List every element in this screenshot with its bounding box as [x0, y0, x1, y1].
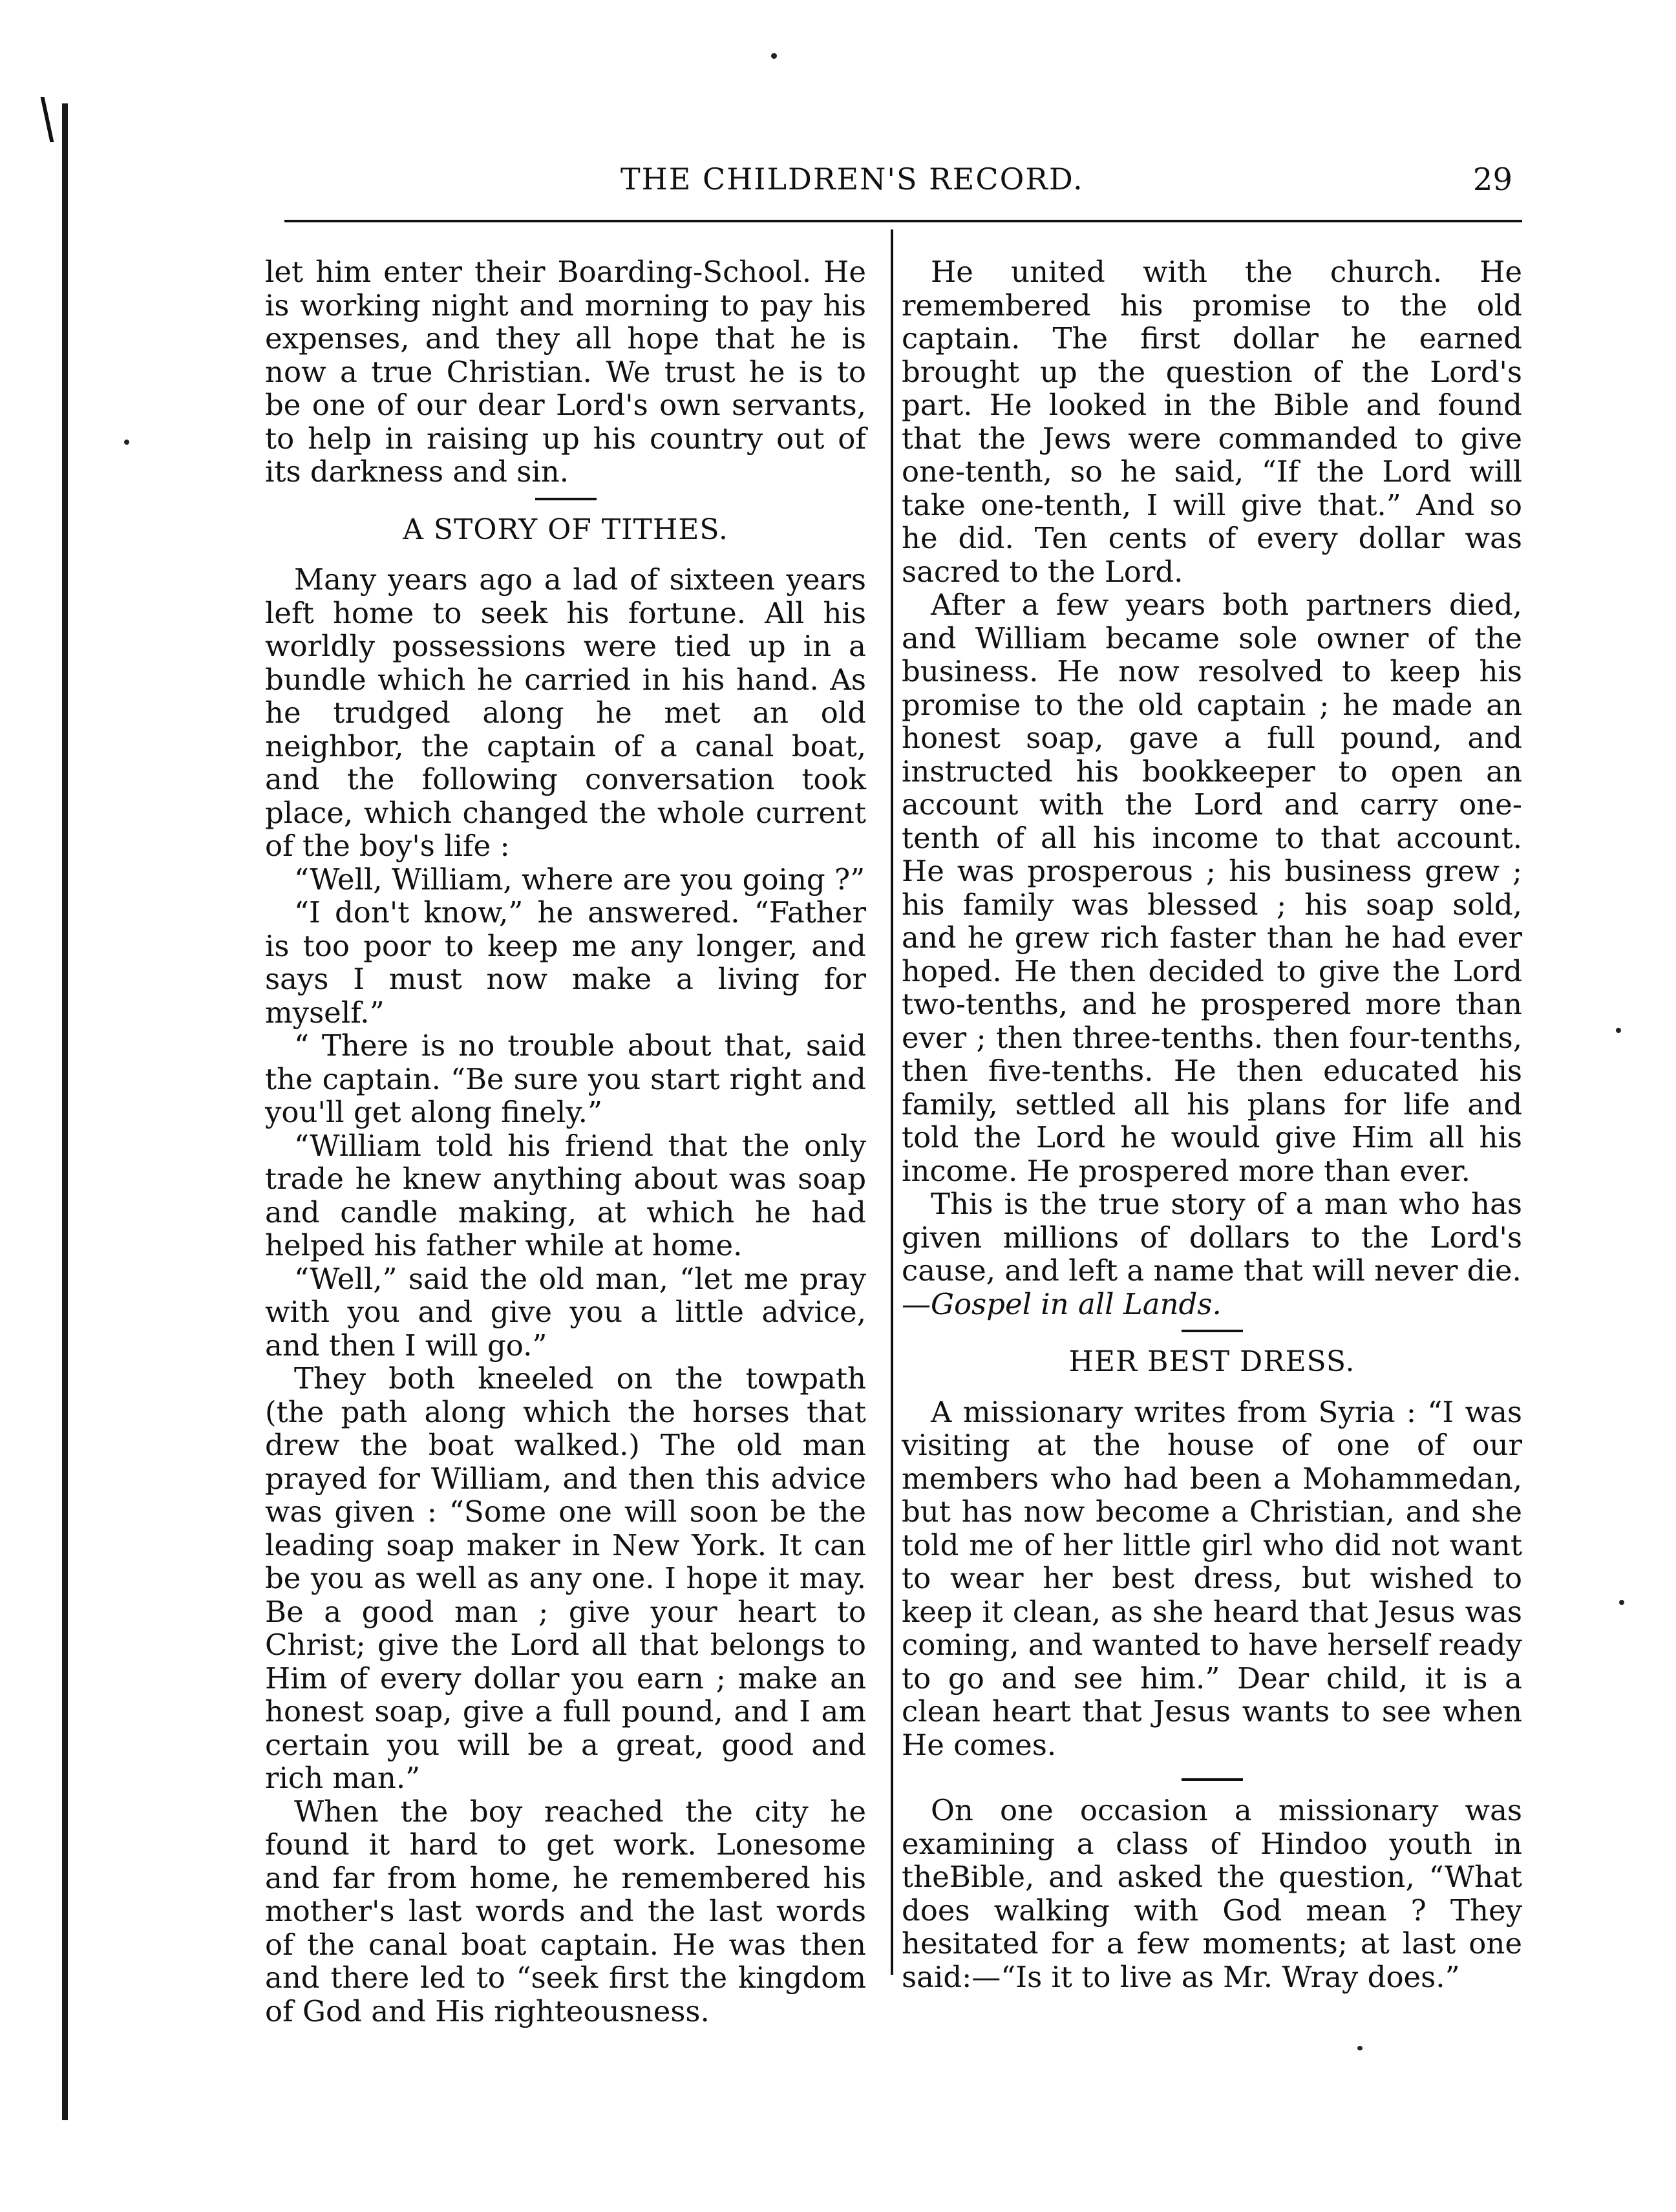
paragraph: He united with the church. He remembered his promise to the old captain. The first dollar he earned brought up the question of the Lord's part. He looked in the Bible and found that the Jews were commanded to give one-tenth, so he said, “If the Lord will take one-tenth, I will give that.” And so he did. Ten cents of every dollar was sacred to the Lord.: [902, 255, 1522, 589]
speck: [1616, 1028, 1621, 1033]
intro-paragraph: let him enter their Boarding-School. He is working night and morning to pay his expenses, and they all hope that he is now a true Christian. We trust he is to be one of our dear Lord's own servants, to help in raising up his country out of its darkness and sin.: [265, 255, 866, 489]
paragraph: “I don't know,” he answered. “Father is too poor to keep me any longer, and says I must now make a living for myself.”: [265, 895, 866, 1030]
header-rule: [284, 220, 1522, 222]
paragraph: “William told his friend that the only trade he knew anything about was soap and candle making, at which he had helped his father while at home.: [265, 1128, 866, 1262]
paragraph: Many years ago a lad of sixteen years left home to seek his fortune. All his worldly possessions were tied up in a bundle which he carried in his hand. As he trudged along he met an old neighbor, the captain of a canal boat, and the following conversation took place, which changed the whole current of the boy's life :: [265, 562, 866, 863]
paragraph: “ There is no trouble about that, said the captain. “Be sure you start right and you'll get along finely.”: [265, 1028, 866, 1129]
right-column: [902, 255, 1522, 1994]
paragraph: “Well,” said the old man, “let me pray with you and give you a little advice, and then I will go.”: [265, 1261, 866, 1363]
section-divider: [535, 498, 597, 500]
binding-mark: [41, 97, 75, 142]
section-divider: [1182, 1330, 1243, 1332]
paragraph: On one occasion a missionary was examining a class of Hindoo youth in theBible, and asked the question, “What does walking with God mean ? They hesitated for a few moments; at last one said:—“Is it to live as Mr. Wray does.”: [902, 1793, 1522, 1994]
section-divider: [1182, 1778, 1243, 1781]
page-number: 29: [1472, 162, 1512, 198]
column-rule: [891, 229, 893, 1975]
page-header: [284, 162, 1512, 200]
speck: [1357, 2046, 1363, 2050]
paragraph: A missionary writes from Syria : “I was visiting at the house of one of our members who had been a Mohammedan, but has now become a Christian, and she told me of her little girl who did not want to wear her best dress, but wished to keep it clean, as she heard that Jesus was coming, and wanted to have herself ready to go and see him.” Dear child, it is a clean heart that Jesus wants to see when He comes.: [902, 1394, 1522, 1762]
paragraph: “Well, William, where are you going ?”: [294, 862, 865, 897]
running-title: THE CHILDREN'S RECORD.: [621, 162, 1084, 197]
paragraph: When the boy reached the city he found it hard to get work. Lonesome and far from home, he remembered his mother's last words and the last words of the canal boat captain. He was then and there led to “seek first the kingdom of God and His righteousness.: [265, 1794, 866, 2028]
speck: [124, 440, 129, 445]
story-title: A STORY OF TITHES.: [403, 513, 728, 546]
speck: [771, 53, 777, 59]
dress-title: HER BEST DRESS.: [1068, 1345, 1355, 1378]
speck: [1619, 1600, 1624, 1605]
paragraph: After a few years both partners died, and William became sole owner of the business. He now resolved to keep his promise to the old captain ; he made an honest soap, gave a full pound, and instructed his bookkeeper to open an account with the Lord and carry one-tenth of all his income to that account. He was prosperous ; his business grew ; his family was blessed ; his soap sold, and he grew rich faster than he had ever hoped. He then decided to give the Lord two-tenths, and he prospered more than ever ; then three-tenths. then four-tenths, then five-tenths. He then educated his family, settled all his plans for life and told the Lord he would give Him all his income. He prospered more than ever.: [902, 588, 1522, 1188]
left-column: [265, 255, 866, 2028]
paragraph: This is the true story of a man who has given millions of dollars to the Lord's cause, and left a name that will never die.: [902, 1187, 1522, 1288]
paragraph: They both kneeled on the towpath (the path along which the horses that drew the boat walked.) The old man prayed for William, and then this advice was given : “Some one will soon be the leading soap maker in New York. It can be you as well as any one. I hope it may. Be a good man ; give your heart to Christ; give the Lord all that belongs to Him of every dollar you earn ; make an honest soap, give a full pound, and I am certain you will be a great, good and rich man.”: [265, 1361, 866, 1795]
story-source: —Gospel in all Lands.: [902, 1286, 1222, 1321]
binding-edge: [62, 103, 68, 2120]
